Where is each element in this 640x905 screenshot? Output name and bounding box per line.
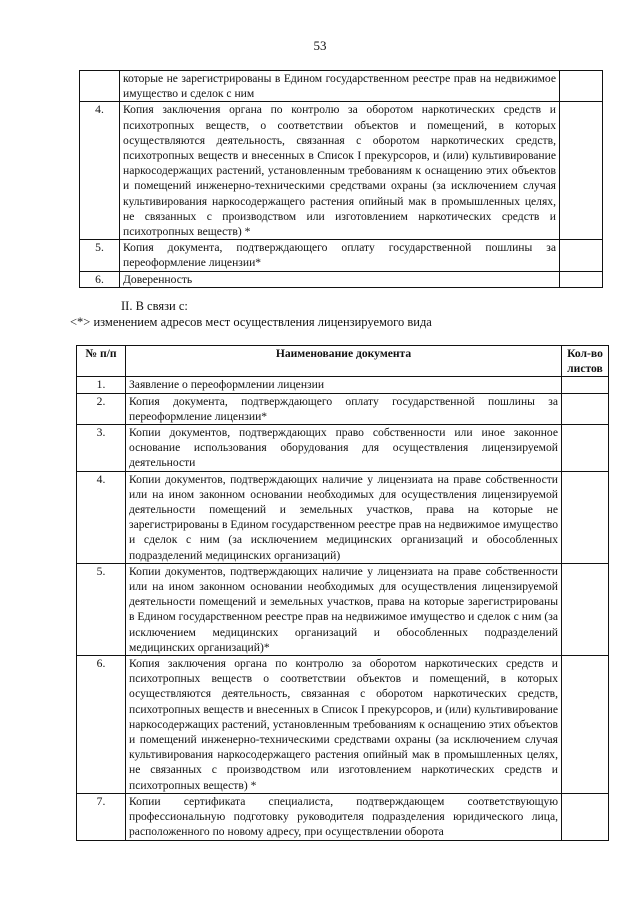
row-sheet-count — [562, 563, 609, 655]
row-number: 5. — [80, 240, 120, 271]
row-sheet-count — [562, 793, 609, 840]
row-number: 7. — [77, 793, 126, 840]
table-header-row — [77, 346, 609, 377]
row-sheet-count — [560, 102, 603, 240]
row-number: 4. — [80, 102, 120, 240]
row-number: 6. — [80, 271, 120, 287]
documents-table — [76, 345, 609, 841]
row-document-name: Копия документа, подтверждающего оплату государственной пошлины за переоформление лицензии* — [126, 393, 562, 424]
row-number: 1. — [77, 377, 126, 393]
row-document-name: Копия заключения органа по контролю за оборотом наркотических средств и психотропных веществ, о соответствии объектов и помещений, в которых осуществляются деятельность, связанная с оборотом наркотических средств, психотропных веществ и внесенных в Список I прекурсоров, и (или) культивирование наркосодержащих растений, установленным требованиям к оснащению этих объектов и помещений инженерно-техническими средствами охраны (за исключением случая культивирования наркосодержащего растения опийный мак в промышленных целях, не связанных с производством или изготовлением наркотических средств и психотропных веществ) * — [120, 102, 560, 240]
row-document-name: Копии документов, подтверждающих наличие у лицензиата на праве собственности или на ином законном основании необходимых для осуществления лицензируемой деятельности помещений и земельных участков, права на которые не зарегистрированы в Едином государственном реестре прав на недвижимое имущество и сделок с ним (за исключением медицинских организаций и обособленных подразделений медицинских организаций) — [126, 471, 562, 563]
table-row — [80, 271, 603, 287]
row-number: 6. — [77, 656, 126, 794]
row-document-name: Копии документов, подтверждающих наличие у лицензиата на праве собственности или на ином законном основании необходимых для осуществления лицензируемой деятельности помещений и земельных участков, права на которые зарегистрированы в Едином государственном реестре прав на недвижимое имущество и сделок с ним (за исключением медицинских организаций и обособленных подразделений медицинских организаций)* — [126, 563, 562, 655]
table-row — [77, 656, 609, 794]
table-row — [80, 102, 603, 240]
row-document-name: Копия заключения органа по контролю за оборотом наркотических средств и психотропных веществ о соответствии объектов и помещений, в которых осуществляются деятельность, связанная с оборотом наркотических средств, психотропных веществ и внесенных в Список I прекурсоров, и (или) культивирование наркосодержащих растений, установленным требованиям к оснащению этих объектов и помещений инженерно-техническими средствами охраны (за исключением случая культивирования наркосодержащего растения опийный мак в промышленных целях, не связанных с производством или изготовлением наркотических средств и психотропных веществ) * — [126, 656, 562, 794]
header-sheet-count: Кол-во листов — [562, 346, 609, 377]
row-number: 5. — [77, 563, 126, 655]
row-sheet-count — [562, 393, 609, 424]
row-document-name: Копии сертификата специалиста, подтверждающем соответствующую профессиональную подготовку руководителя подразделения юридического лица, расположенного по новому адресу, при осуществлении оборота — [126, 793, 562, 840]
row-sheet-count — [562, 471, 609, 563]
table-row — [77, 393, 609, 424]
row-document-name: Копии документов, подтверждающих право собственности или иное законное основание использования оборудования для осуществления лицензируемой деятельности — [126, 425, 562, 472]
row-sheet-count — [562, 656, 609, 794]
table-row — [77, 471, 609, 563]
table-row — [77, 425, 609, 472]
row-number — [80, 71, 120, 102]
documents-table-continued — [79, 70, 603, 288]
row-number: 2. — [77, 393, 126, 424]
row-sheet-count — [560, 271, 603, 287]
table-row — [77, 563, 609, 655]
row-document-name: Заявление о переоформлении лицензии — [126, 377, 562, 393]
row-sheet-count — [562, 425, 609, 472]
row-document-name: Копия документа, подтверждающего оплату государственной пошлины за переоформление лицензии* — [120, 240, 560, 271]
table-row — [77, 377, 609, 393]
table-row — [80, 71, 603, 102]
row-number: 3. — [77, 425, 126, 472]
header-number: № п/п — [77, 346, 126, 377]
row-document-name: которые не зарегистрированы в Едином государственном реестре прав на недвижимое имущество и сделок с ним — [120, 71, 560, 102]
row-sheet-count — [560, 71, 603, 102]
table-row — [77, 793, 609, 840]
section-subtitle: <*> изменением адресов мест осуществления лицензируемого вида — [70, 315, 432, 329]
row-document-name: Доверенность — [120, 271, 560, 287]
page-number: 53 — [313, 38, 327, 53]
row-number: 4. — [77, 471, 126, 563]
section-title: II. В связи с: — [121, 299, 188, 313]
row-sheet-count — [562, 377, 609, 393]
table-row — [80, 240, 603, 271]
header-document-name: Наименование документа — [126, 346, 562, 377]
row-sheet-count — [560, 240, 603, 271]
